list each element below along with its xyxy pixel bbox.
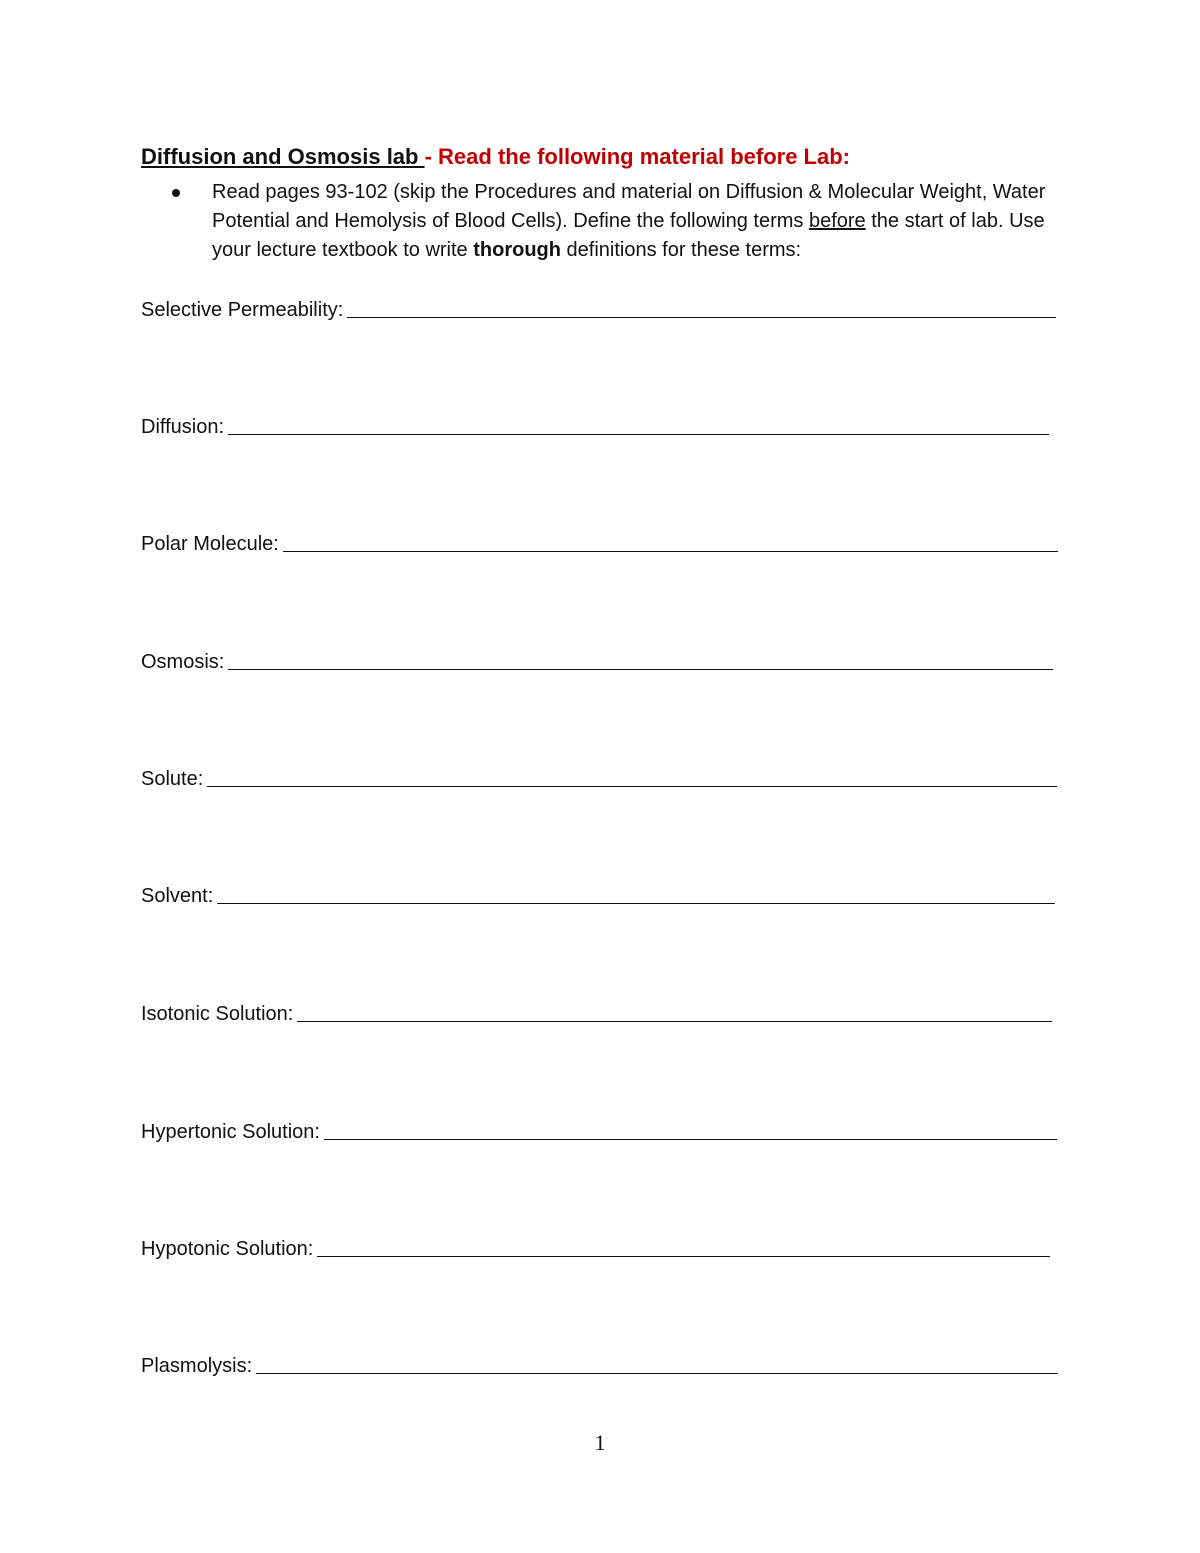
- bullet-text: [212, 178, 1052, 265]
- bullet-text-underlined: before: [808, 210, 866, 232]
- page-heading: [141, 144, 850, 170]
- term-row-hypertonic-solution: [141, 1114, 1057, 1144]
- term-row-selective-permeability: [141, 292, 1056, 322]
- term-label: Hypotonic Solution:: [141, 1238, 314, 1260]
- answer-line[interactable]: [347, 295, 1056, 318]
- answer-line[interactable]: [283, 529, 1058, 552]
- term-row-solute: [141, 761, 1057, 791]
- bullet-text-part3: definitions for these terms:: [560, 239, 802, 261]
- heading-dash: -: [424, 144, 439, 169]
- term-row-osmosis: [141, 644, 1053, 674]
- reading-instruction: Read the following material before Lab:: [438, 144, 850, 169]
- term-label: Solvent:: [141, 885, 214, 907]
- answer-line[interactable]: [324, 1117, 1057, 1140]
- answer-line[interactable]: [207, 764, 1057, 787]
- term-label: Plasmolysis:: [141, 1355, 253, 1377]
- answer-line[interactable]: [217, 881, 1055, 904]
- answer-line[interactable]: [228, 412, 1049, 435]
- answer-line[interactable]: [317, 1234, 1050, 1257]
- answer-line[interactable]: [297, 999, 1052, 1022]
- term-label: Selective Permeability:: [141, 299, 344, 321]
- term-label: Polar Molecule:: [141, 533, 279, 555]
- bullet-text-part2: the start of lab. Use your lecture textbook to write: [212, 210, 1045, 261]
- term-label: Solute:: [141, 768, 204, 790]
- bullet-text-part1: Read pages 93-102 (skip the Procedures and material on Diffusion & Molecular Weight, Water Potential and Hemolysis of Blood Cells). Define the following terms: [212, 181, 1046, 232]
- term-row-isotonic-solution: [141, 996, 1052, 1026]
- term-label: Osmosis:: [141, 651, 225, 673]
- lab-title: Diffusion and Osmosis lab: [141, 144, 425, 169]
- term-row-solvent: [141, 878, 1055, 908]
- answer-line[interactable]: [228, 647, 1053, 670]
- answer-line[interactable]: [256, 1351, 1058, 1374]
- term-row-diffusion: [141, 409, 1049, 439]
- term-row-hypotonic-solution: [141, 1231, 1050, 1261]
- reading-bullet: [172, 178, 1052, 265]
- bullet-text-bold: thorough: [473, 239, 561, 261]
- bullet-icon: [172, 189, 180, 197]
- term-label: Diffusion:: [141, 416, 225, 438]
- term-row-plasmolysis: [141, 1348, 1058, 1378]
- term-label: Hypertonic Solution:: [141, 1121, 320, 1143]
- page-number: 1: [594, 1430, 606, 1455]
- term-label: Isotonic Solution:: [141, 1003, 294, 1025]
- term-row-polar-molecule: [141, 526, 1058, 556]
